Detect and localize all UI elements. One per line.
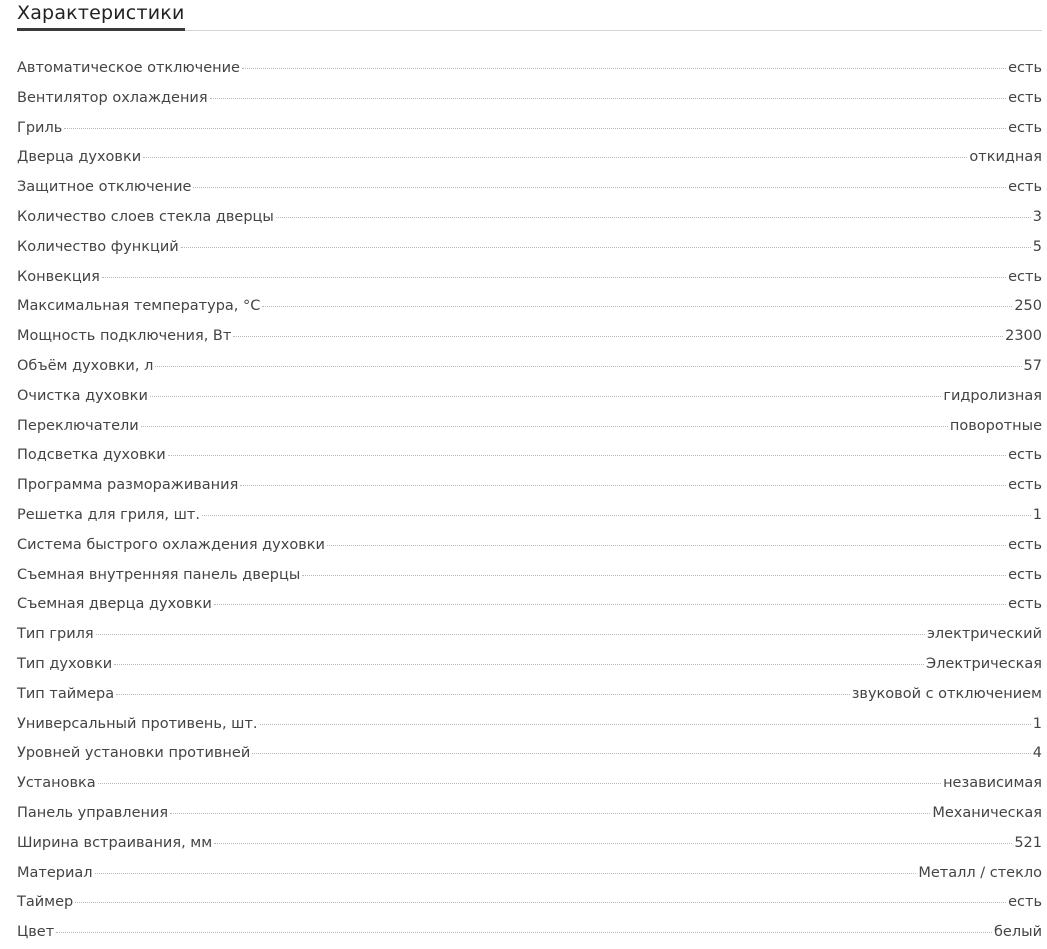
spec-leader-dots <box>233 336 1003 337</box>
spec-row <box>17 829 1042 859</box>
spec-value: откидная <box>969 149 1042 166</box>
spec-value: есть <box>1008 179 1042 196</box>
spec-leader-dots <box>95 873 917 874</box>
spec-leader-dots <box>214 604 1006 605</box>
spec-value: есть <box>1008 566 1042 583</box>
spec-name: Панель управления <box>17 804 169 821</box>
specs-section <box>17 0 1042 941</box>
section-title: Характеристики <box>17 0 185 31</box>
spec-name: Количество функций <box>17 238 179 255</box>
spec-leader-dots <box>96 634 925 635</box>
spec-row <box>17 382 1042 412</box>
spec-leader-dots <box>170 813 930 814</box>
spec-name: Максимальная температура, °С <box>17 298 261 315</box>
spec-leader-dots <box>75 902 1006 903</box>
spec-leader-dots <box>98 783 941 784</box>
spec-name: Конвекция <box>17 268 100 285</box>
spec-name: Автоматическое отключение <box>17 60 240 76</box>
spec-value: есть <box>1008 536 1042 553</box>
spec-name: Программа размораживания <box>17 477 239 494</box>
spec-leader-dots <box>150 396 941 397</box>
spec-leader-dots <box>168 455 1006 456</box>
spec-value: 5 <box>1032 238 1042 255</box>
spec-leader-dots <box>116 694 850 695</box>
spec-leader-dots <box>114 664 924 665</box>
spec-name: Установка <box>17 775 96 792</box>
spec-value: 1 <box>1032 506 1042 523</box>
spec-value: 521 <box>1014 834 1042 851</box>
spec-name: Материал <box>17 864 93 881</box>
spec-name: Тип гриля <box>17 626 94 643</box>
spec-leader-dots <box>327 545 1006 546</box>
spec-leader-dots <box>155 366 1021 367</box>
spec-list <box>17 54 1042 948</box>
spec-leader-dots <box>64 128 1006 129</box>
spec-leader-dots <box>181 247 1031 248</box>
spec-name: Ширина встраивания, мм <box>17 834 213 851</box>
spec-name: Очистка духовки <box>17 387 148 404</box>
spec-name: Подсветка духовки <box>17 447 166 464</box>
spec-leader-dots <box>56 932 992 933</box>
spec-value: есть <box>1008 447 1042 464</box>
spec-row <box>17 680 1042 710</box>
spec-value: звуковой с отключением <box>851 685 1042 702</box>
spec-row <box>17 620 1042 650</box>
spec-name: Съемная внутренняя панель дверцы <box>17 566 301 583</box>
spec-row <box>17 114 1042 144</box>
spec-name: Дверца духовки <box>17 149 142 166</box>
spec-row <box>17 441 1042 471</box>
spec-value: поворотные <box>949 417 1042 434</box>
spec-name: Съемная дверца духовки <box>17 596 212 613</box>
spec-row <box>17 501 1042 531</box>
spec-name: Тип духовки <box>17 655 113 672</box>
spec-name: Решетка для гриля, шт. <box>17 506 200 523</box>
spec-row <box>17 203 1042 233</box>
spec-name: Объём духовки, л <box>17 357 154 374</box>
spec-row <box>17 322 1042 352</box>
spec-leader-dots <box>276 217 1031 218</box>
spec-value: есть <box>1008 268 1042 285</box>
spec-leader-dots <box>302 575 1006 576</box>
spec-leader-dots <box>202 515 1031 516</box>
spec-row <box>17 143 1042 173</box>
spec-row <box>17 769 1042 799</box>
spec-leader-dots <box>193 187 1006 188</box>
spec-name: Цвет <box>17 924 55 941</box>
spec-row <box>17 173 1042 203</box>
spec-name: Количество слоев стекла дверцы <box>17 208 274 225</box>
spec-row <box>17 471 1042 501</box>
spec-name: Вентилятор охлаждения <box>17 89 208 106</box>
spec-value: 250 <box>1014 298 1042 315</box>
spec-row <box>17 888 1042 918</box>
spec-leader-dots <box>143 157 967 158</box>
spec-value: есть <box>1008 596 1042 613</box>
spec-value: электрический <box>926 626 1042 643</box>
spec-row <box>17 859 1042 889</box>
spec-name: Тип таймера <box>17 685 115 702</box>
spec-value: 4 <box>1032 745 1042 762</box>
spec-name: Уровней установки противней <box>17 745 251 762</box>
spec-row <box>17 233 1042 263</box>
spec-row <box>17 352 1042 382</box>
spec-value: 3 <box>1032 208 1042 225</box>
spec-name: Таймер <box>17 894 74 911</box>
spec-leader-dots <box>214 843 1012 844</box>
spec-leader-dots <box>141 426 948 427</box>
spec-row <box>17 739 1042 769</box>
spec-value: Электрическая <box>926 655 1042 672</box>
spec-name: Гриль <box>17 119 63 136</box>
spec-value: есть <box>1008 477 1042 494</box>
spec-value: 57 <box>1023 357 1042 374</box>
spec-row <box>17 590 1042 620</box>
spec-value: есть <box>1008 119 1042 136</box>
spec-leader-dots <box>252 753 1031 754</box>
spec-row <box>17 561 1042 591</box>
spec-value: Механическая <box>932 804 1042 821</box>
spec-row <box>17 263 1042 293</box>
spec-row <box>17 54 1042 84</box>
spec-leader-dots <box>260 724 1031 725</box>
spec-value: независимая <box>943 775 1042 792</box>
spec-leader-dots <box>242 68 1006 69</box>
spec-value: белый <box>993 924 1042 941</box>
spec-value: есть <box>1008 89 1042 106</box>
spec-value: 1 <box>1032 715 1042 732</box>
spec-name: Универсальный противень, шт. <box>17 715 258 732</box>
spec-value: есть <box>1008 60 1042 76</box>
spec-name: Переключатели <box>17 417 139 434</box>
spec-row <box>17 650 1042 680</box>
spec-row <box>17 531 1042 561</box>
spec-value: 2300 <box>1005 328 1042 345</box>
spec-value: есть <box>1008 894 1042 911</box>
spec-value: гидролизная <box>943 387 1042 404</box>
specs-header <box>17 0 1042 31</box>
spec-value: Металл / стекло <box>918 864 1042 881</box>
spec-name: Защитное отключение <box>17 179 192 196</box>
spec-leader-dots <box>262 306 1012 307</box>
spec-name: Мощность подключения, Вт <box>17 328 232 345</box>
spec-name: Система быстрого охлаждения духовки <box>17 536 325 553</box>
spec-leader-dots <box>240 485 1006 486</box>
spec-leader-dots <box>210 98 1007 99</box>
spec-row <box>17 292 1042 322</box>
spec-row <box>17 918 1042 948</box>
spec-row <box>17 412 1042 442</box>
spec-row <box>17 799 1042 829</box>
spec-row <box>17 84 1042 114</box>
spec-leader-dots <box>102 277 1006 278</box>
spec-row <box>17 710 1042 740</box>
